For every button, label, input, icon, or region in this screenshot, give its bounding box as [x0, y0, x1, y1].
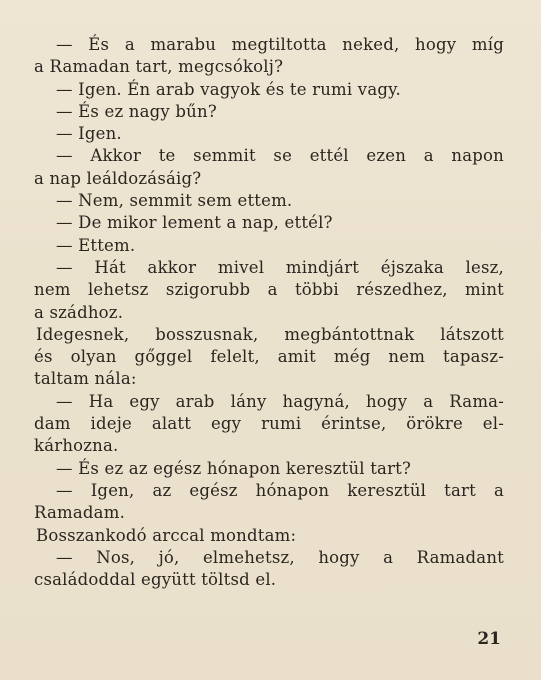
text-line: nem lehetsz szigorubb a többi részedhez, mint [34, 280, 504, 300]
text-line: — Igen. Én arab vagyok és te rumi vagy. [56, 79, 401, 99]
text-line: és olyan gőggel felelt, amit még nem tapasz- [34, 347, 504, 367]
text-line: — És a marabu megtiltotta neked, hogy míg [56, 35, 504, 54]
text-line: a szádhoz. [34, 302, 124, 322]
text-line: Idegesnek, bosszusnak, megbántottnak látszott [36, 324, 504, 344]
text-line: családoddal együtt töltsd el. [34, 570, 277, 590]
text-line: — És ez nagy bűn? [56, 101, 217, 121]
text-line: — Igen. [56, 124, 122, 144]
text-line: dam ideje alatt egy rumi érintse, örökre el- [34, 414, 504, 434]
text-line: — Akkor te semmit se ettél ezen a napon [56, 146, 504, 166]
text-line: — Ettem. [56, 235, 136, 255]
page-text [34, 34, 504, 591]
text-line: — Ha egy arab lány hagyná, hogy a Rama- [56, 391, 504, 411]
text-line: Bosszankodó arccal mondtam: [36, 525, 297, 545]
text-line: — És ez az egész hónapon keresztül tart? [56, 458, 412, 478]
text-line: — Nem, semmit sem ettem. [56, 191, 293, 211]
text-line: taltam nála: [34, 369, 137, 389]
text-line: — Nos, jó, elmehetsz, hogy a Ramadant [56, 547, 504, 567]
text-line: — De mikor lement a nap, ettél? [56, 213, 333, 233]
text-line: — Hát akkor mivel mindjárt éjszaka lesz, [56, 257, 504, 277]
text-line: Ramadam. [34, 503, 126, 523]
text-line: kárhozna. [34, 436, 119, 456]
text-line: a nap leáldozásáig? [34, 168, 202, 188]
page-number: 21 [477, 629, 501, 649]
text-line: — Igen, az egész hónapon keresztül tart a [56, 480, 504, 500]
text-line: a Ramadan tart, megcsókolj? [34, 57, 284, 77]
